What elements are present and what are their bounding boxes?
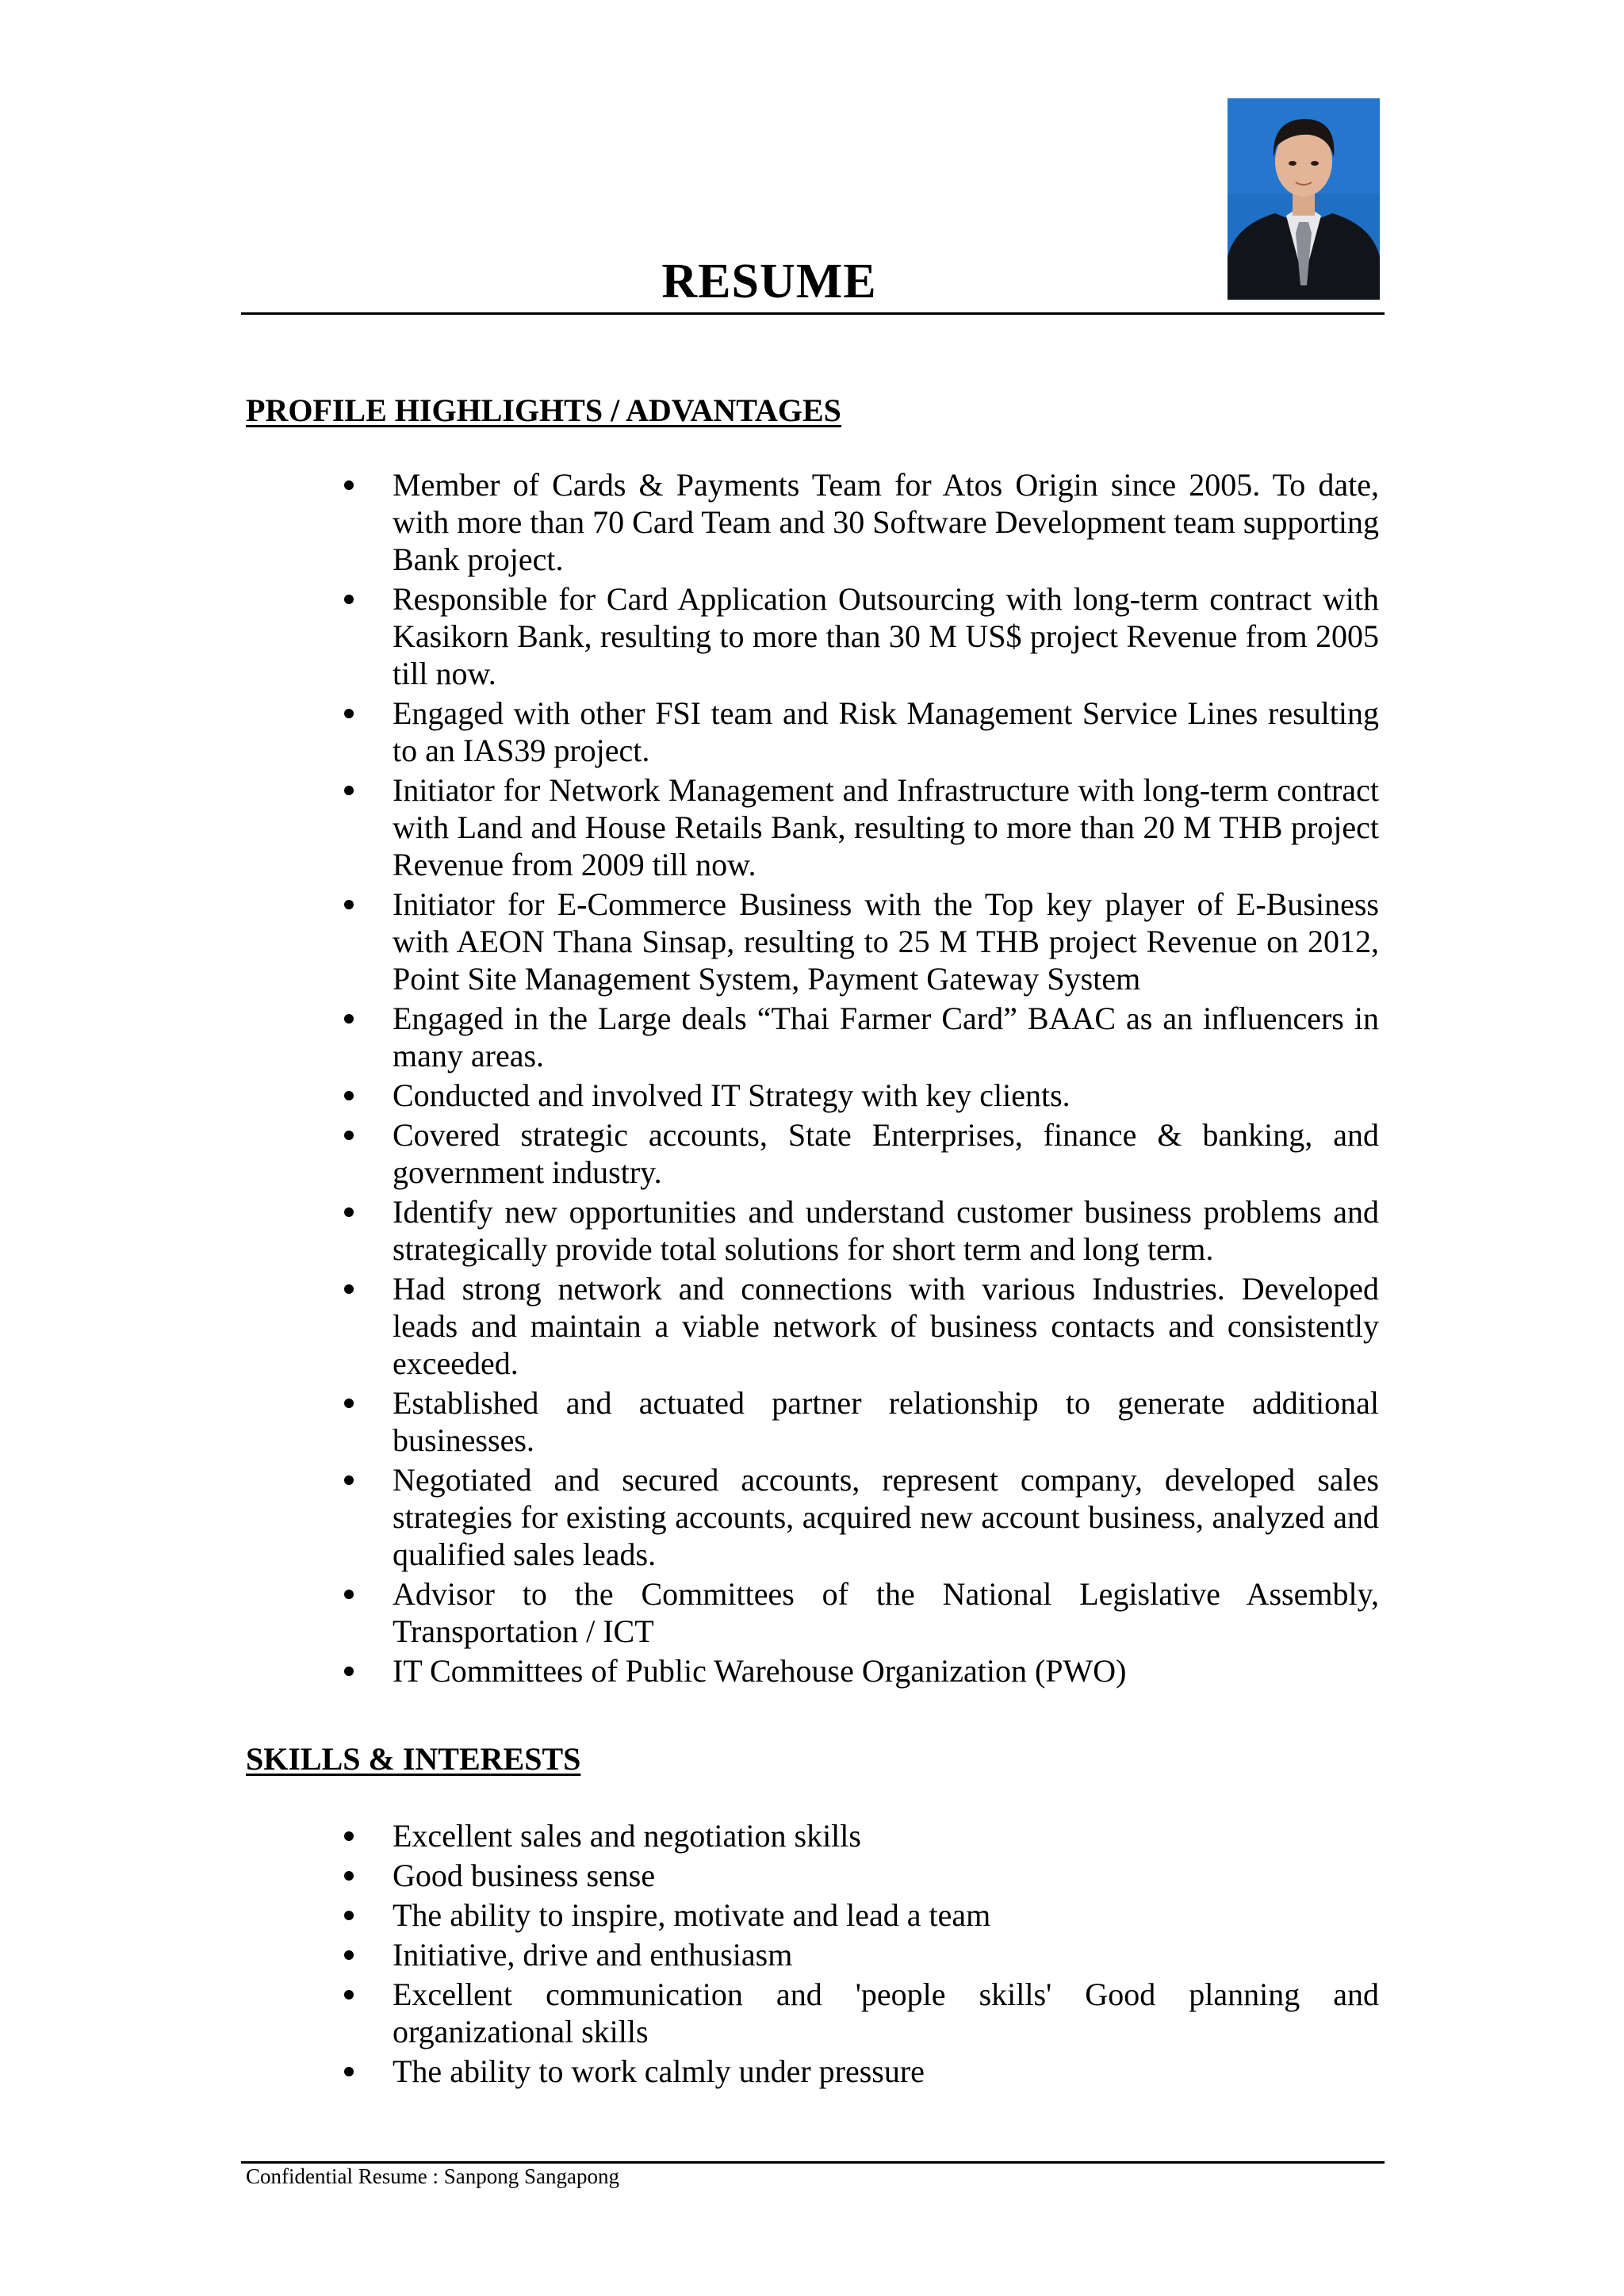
- list-item: [393, 1384, 1379, 1459]
- list-item: [393, 771, 1379, 883]
- bullet-icon: [344, 1911, 354, 1920]
- list-item-text: Negotiated and secured accounts, represent company, developed sales strategies for existing accounts, acquired new account business, analyzed and qualified sales leads.: [393, 1462, 1379, 1572]
- list-item-text: Excellent sales and negotiation skills: [393, 1818, 861, 1854]
- bullet-icon: [344, 1399, 354, 1408]
- list-item-text: The ability to work calmly under pressure: [393, 2053, 925, 2089]
- profile-heading: PROFILE HIGHLIGHTS / ADVANTAGES: [246, 392, 841, 428]
- bullet-icon: [344, 1990, 354, 1999]
- list-item: [393, 886, 1379, 997]
- bullet-icon: [344, 1284, 354, 1294]
- list-item-text: Responsible for Card Application Outsourcing with long-term contract with Kasikorn Bank, resulting to more than 30 M US$ project Revenue from 2005 till now.: [393, 581, 1379, 691]
- bullet-icon: [344, 2067, 354, 2076]
- bullet-icon: [344, 1871, 354, 1881]
- bullet-icon: [344, 786, 354, 795]
- list-item-text: Initiator for E-Commerce Business with the Top key player of E-Business with AEON Thana Sinsap, resulting to 25 M THB project Revenue on 2012, Point Site Management System, Payment Gateway System: [393, 886, 1379, 997]
- list-item-text: Advisor to the Committees of the National Legislative Assembly, Transportation / ICT: [393, 1576, 1379, 1649]
- list-item: [393, 1000, 1379, 1074]
- bullet-icon: [344, 1131, 354, 1140]
- list-item-text: Excellent communication and 'people skills' Good planning and organizational skills: [393, 1976, 1379, 2049]
- list-item: [393, 580, 1379, 692]
- resume-title: RESUME: [661, 254, 877, 308]
- list-item-text: Member of Cards & Payments Team for Atos Origin since 2005. To date, with more than 70 Card Team and 30 Software Development team supporting Bank project.: [393, 467, 1379, 577]
- bullet-icon: [344, 1667, 354, 1676]
- list-item: [393, 1270, 1379, 1382]
- list-item: [393, 1896, 1379, 1934]
- list-item: [393, 1077, 1379, 1114]
- bullet-icon: [344, 1831, 354, 1841]
- bullet-icon: [344, 1475, 354, 1485]
- list-item: [393, 1575, 1379, 1650]
- list-item: [393, 1193, 1379, 1268]
- bullet-icon: [344, 900, 354, 909]
- list-item-text: Established and actuated partner relationship to generate additional businesses.: [393, 1385, 1379, 1458]
- bullet-icon: [344, 595, 354, 604]
- list-item-text: Engaged with other FSI team and Risk Management Service Lines resulting to an IAS39 project.: [393, 695, 1379, 768]
- list-item-text: Identify new opportunities and understand customer business problems and strategically provide total solutions for short term and long term.: [393, 1194, 1379, 1267]
- list-item-text: Initiative, drive and enthusiasm: [393, 1937, 793, 1973]
- title-divider: [241, 312, 1385, 315]
- list-item: [393, 1652, 1379, 1689]
- list-item: [393, 466, 1379, 578]
- list-item: [393, 1461, 1379, 1573]
- bullet-icon: [344, 480, 354, 490]
- bullet-icon: [344, 1590, 354, 1599]
- list-item: [393, 2053, 1379, 2090]
- list-item: [393, 1857, 1379, 1894]
- bullet-icon: [344, 1091, 354, 1100]
- bullet-icon: [344, 1014, 354, 1024]
- bullet-icon: [344, 709, 354, 718]
- footer-text: Confidential Resume : Sanpong Sangapong: [246, 2164, 619, 2188]
- list-item-text: Had strong network and connections with various Industries. Developed leads and maintain a viable network of business contacts and consistently exceeded.: [393, 1271, 1379, 1381]
- list-item: [393, 1976, 1379, 2050]
- list-item-text: Engaged in the Large deals “Thai Farmer Card” BAAC as an influencers in many areas.: [393, 1001, 1379, 1073]
- list-item-text: The ability to inspire, motivate and lead a team: [393, 1897, 991, 1933]
- skills-heading: SKILLS & INTERESTS: [246, 1741, 581, 1777]
- list-item: [393, 1817, 1379, 1854]
- list-item-text: IT Committees of Public Warehouse Organization (PWO): [393, 1653, 1127, 1689]
- bullet-icon: [344, 1950, 354, 1960]
- list-item: [393, 695, 1379, 769]
- list-item: [393, 1936, 1379, 1973]
- list-item-text: Good business sense: [393, 1858, 656, 1893]
- list-item-text: Conducted and involved IT Strategy with key clients.: [393, 1077, 1071, 1113]
- profile-list: [0, 466, 1379, 1692]
- skills-list: [0, 1817, 1379, 2092]
- list-item-text: Initiator for Network Management and Infrastructure with long-term contract with Land and House Retails Bank, resulting to more than 20 M THB project Revenue from 2009 till now.: [393, 772, 1379, 882]
- list-item-text: Covered strategic accounts, State Enterprises, finance & banking, and government industry.: [393, 1117, 1379, 1190]
- list-item: [393, 1116, 1379, 1191]
- footer-divider: [241, 2161, 1385, 2164]
- bullet-icon: [344, 1207, 354, 1217]
